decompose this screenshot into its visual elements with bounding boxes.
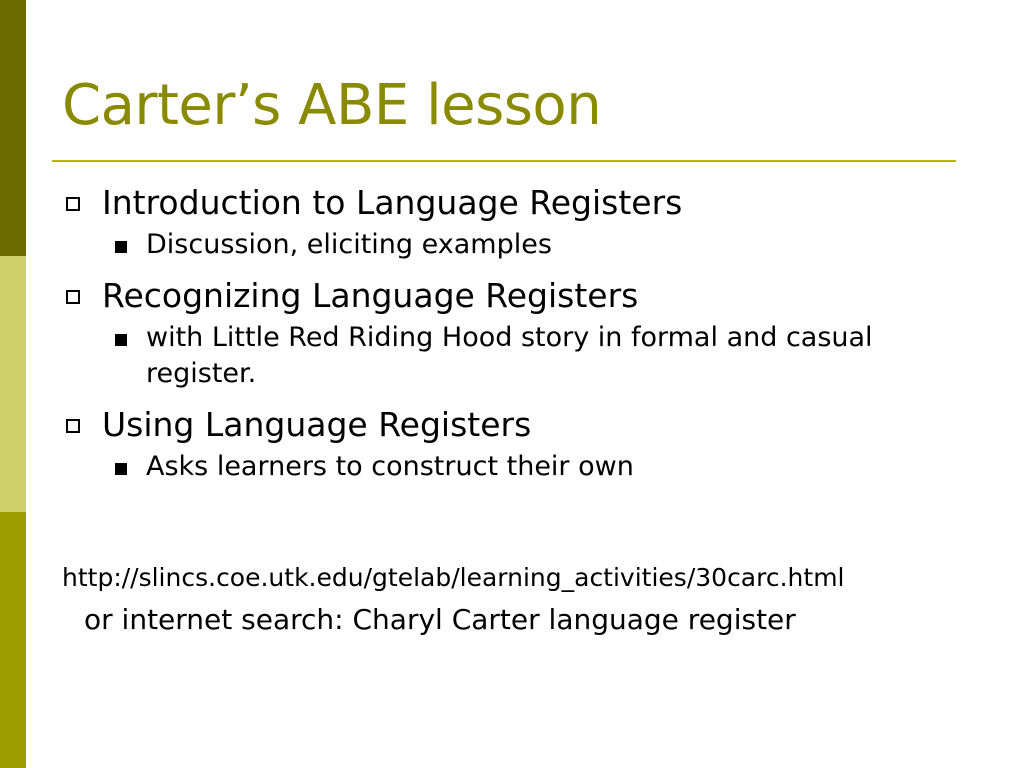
hollow-square-bullet-icon — [66, 197, 80, 211]
left-stripe-top — [0, 0, 26, 256]
bullet-text: Recognizing Language Registers — [102, 276, 639, 315]
left-stripe-bottom — [0, 512, 26, 768]
slide-body — [62, 178, 962, 485]
title-underline — [52, 160, 956, 162]
sub-bullet-text: Asks learners to construct their own — [146, 451, 634, 482]
reference-url: http://slincs.coe.utk.edu/gtelab/learning_activities/30carc.html — [62, 563, 845, 592]
bullet-item — [62, 271, 962, 321]
filled-square-bullet-icon — [115, 334, 127, 346]
left-stripe-middle — [0, 256, 26, 512]
search-note: or internet search: Charyl Carter language register — [84, 603, 796, 636]
bullet-text: Introduction to Language Registers — [102, 183, 683, 222]
bullet-item — [62, 400, 962, 450]
hollow-square-bullet-icon — [66, 290, 80, 304]
sub-bullet-text: with Little Red Riding Hood story in formal and casual register. — [146, 322, 873, 389]
sub-bullet-item — [146, 320, 962, 392]
sub-bullet-text: Discussion, eliciting examples — [146, 229, 552, 260]
bullet-text: Using Language Registers — [102, 405, 532, 444]
filled-square-bullet-icon — [115, 241, 127, 253]
hollow-square-bullet-icon — [66, 419, 80, 433]
bullet-item — [62, 178, 962, 228]
slide-title: Carter’s ABE lesson — [62, 73, 602, 138]
filled-square-bullet-icon — [115, 463, 127, 475]
sub-bullet-item — [146, 227, 962, 263]
sub-bullet-item — [146, 449, 962, 485]
